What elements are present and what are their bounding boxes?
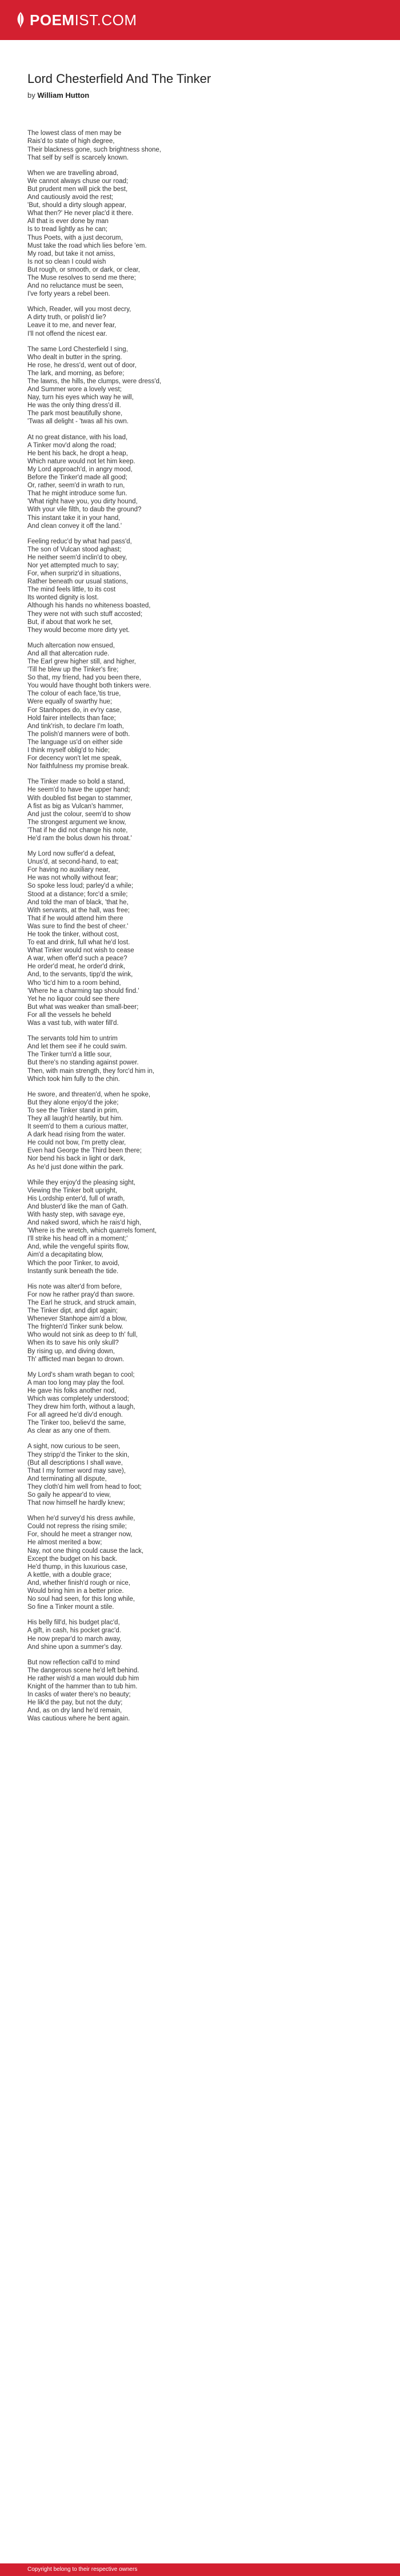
poem-line: But they alone enjoy'd the joke;: [27, 1099, 119, 1106]
poem-line: Nor yet attempted much to say;: [27, 562, 119, 569]
poem-line: At no great distance, with his load,: [27, 434, 128, 441]
poem-line: And, to the servants, tipp'd the wink,: [27, 971, 133, 979]
poem-line: Could not repress the rising smile;: [27, 1523, 127, 1531]
poem-line: Thus Poets, with a just decorum,: [27, 234, 123, 241]
poem-line: They stripp'd the Tinker to the skin,: [27, 1451, 129, 1458]
poem-line: Much altercation now ensued,: [27, 642, 115, 649]
stanza: [27, 1514, 373, 1611]
poem-line: And Summer wore a lovely vest;: [27, 386, 122, 393]
poem-line: Then, with main strength, they forc'd him in,: [27, 1067, 155, 1075]
poem-line: The lowest class of men may be: [27, 130, 122, 137]
stanza: [27, 345, 373, 426]
poem-line: He neither seem'd inclin'd to obey,: [27, 554, 127, 561]
poem-line: Except the budget on his back.: [27, 1555, 118, 1563]
poem-line: The colour of each face,'tis true,: [27, 690, 121, 698]
poem-line: And just the colour, seem'd to show: [27, 810, 131, 818]
poem-line: 'Where is the wretch, which quarrels foment,: [27, 1227, 157, 1235]
poem-line: As he'd just done within the park.: [27, 1163, 124, 1171]
poem-line: They all laugh'd heartily, but him.: [27, 1115, 123, 1122]
poem-line: What Tinker would not wish to cease: [27, 947, 134, 955]
poem-line: My road, but take it not amiss,: [27, 250, 115, 257]
site-logo[interactable]: [16, 12, 137, 28]
poem-line: Whenever Stanhope aim'd a blow,: [27, 1315, 127, 1323]
poem-line: But, if about that work he set,: [27, 618, 113, 626]
stanza: [27, 1091, 373, 1171]
poem-line: For, when surpriz'd in situations,: [27, 570, 121, 578]
poem-line: A fist as big as Vulcan's hammer,: [27, 802, 123, 810]
poem-line: Rais'd to state of high degree,: [27, 138, 115, 145]
poem-line: But there's no standing against power.: [27, 1059, 139, 1067]
stanza: [27, 434, 373, 530]
poem-line: The son of Vulcan stood aghast;: [27, 546, 122, 553]
author-link[interactable]: William Hutton: [37, 91, 90, 100]
poem-line: Was cautious where he bent again.: [27, 1715, 130, 1723]
stanza: [27, 642, 373, 771]
poem-line: Leave it to me, and never fear,: [27, 322, 117, 329]
poem-line: Which, Reader, will you most decry,: [27, 306, 131, 313]
poem-line: For Stanhopes do, in ev'ry case,: [27, 706, 122, 714]
poem-line: The Earl grew higher still, and higher,: [27, 658, 136, 666]
poem-line: 'Where he a charming tap should find.': [27, 987, 139, 995]
poem-body: [27, 129, 373, 1723]
stanza: [27, 538, 373, 634]
poem-line: Is to tread lightly as he can;: [27, 226, 107, 233]
poem-line: But now reflection call'd to mind: [27, 1659, 120, 1666]
poem-line: The lawns, the hills, the clumps, were dress'd,: [27, 378, 162, 385]
by-label: by: [27, 91, 35, 100]
poem-line: And, as on dry land he'd remain,: [27, 1707, 122, 1715]
poem-title: Lord Chesterfield And The Tinker: [27, 71, 211, 86]
poem-line: As clear as any one of them.: [27, 1428, 111, 1435]
quill-pen-icon: [16, 12, 25, 28]
poem-line: The polish'd manners were of both.: [27, 730, 130, 738]
poem-line: He'd ram the bolus down his throat.': [27, 834, 132, 842]
poem-byline: [27, 91, 373, 100]
copyright-text: Copyright belong to their respective owners: [27, 2566, 138, 2573]
poem-line: Which the poor Tinker, to avoid,: [27, 1259, 120, 1267]
poem-line: That I my former word may save),: [27, 1467, 126, 1474]
poem-line: By rising up, and diving down,: [27, 1347, 115, 1355]
poem-line: Rather beneath our usual stations,: [27, 578, 128, 586]
poem-line: Who would not sink as deep to th' full,: [27, 1331, 138, 1339]
poem-line: When we are travelling abroad,: [27, 169, 119, 177]
poem-line: They were not with such stuff accosted;: [27, 610, 143, 618]
poem-line: But rough, or smooth, or dark, or clear,: [27, 266, 140, 273]
poem-line: That if he would attend him there: [27, 915, 123, 922]
poem-line: The Tinker too, believ'd the same,: [27, 1420, 126, 1427]
poem-line: He swore, and threaten'd, when he spoke,: [27, 1091, 151, 1098]
poem-line: But what was weaker than small-beer;: [27, 1003, 139, 1011]
poem-line: Viewing the Tinker bolt upright,: [27, 1187, 118, 1194]
logo-text-light: IST.COM: [74, 11, 137, 29]
poem-line: Stood at a distance; forc'd a smile;: [27, 891, 128, 898]
poem-line: 'Twas all delight - 'twas all his own.: [27, 418, 129, 426]
poem-line: Which nature would not let him keep.: [27, 458, 135, 465]
poem-line: But prudent men will pick the best,: [27, 185, 128, 193]
poem-line: Were equally of swarthy hue;: [27, 698, 113, 706]
stanza: [27, 1659, 373, 1723]
poem-line: His note was alter'd from before,: [27, 1283, 122, 1290]
poem-line: He could not bow, I'm pretty clear,: [27, 1139, 126, 1147]
poem-line: Their blackness gone, such brightness shone,: [27, 146, 161, 153]
poem-line: Is not so clean I could wish: [27, 258, 106, 265]
poem-line: For all agreed he'd div'd enough.: [27, 1412, 123, 1419]
poem-line: And told the man of black, 'that he,: [27, 899, 129, 906]
poem-line: For having no auxiliary near,: [27, 866, 110, 874]
poem-line: The Muse resolves to send me there;: [27, 274, 136, 281]
poem-line: And let them see if he could swim.: [27, 1043, 127, 1051]
poem-line: Nay, not one thing could cause the lack,: [27, 1547, 144, 1555]
poem-line: That now himself he hardly knew;: [27, 1500, 125, 1507]
poem-line: I'll strike his head off in a moment;': [27, 1235, 128, 1243]
poem-line: For decency won't let me speak,: [27, 755, 122, 762]
poem-line: He bent his back, he dropt a heap,: [27, 450, 128, 457]
poem-line: For now he rather pray'd than swore.: [27, 1291, 135, 1298]
poem-line: So fine a Tinker mount a stile.: [27, 1604, 114, 1611]
poem-line: Was a vast tub, with water fill'd.: [27, 1020, 119, 1027]
poem-line: For, should he meet a stranger now,: [27, 1531, 133, 1539]
poem-line: And bluster'd like the man of Gath.: [27, 1203, 129, 1210]
poem-line: (But all descriptions I shall wave,: [27, 1459, 123, 1466]
poem-line: And tink'rish, to declare I'm loath,: [27, 722, 124, 730]
page-footer: [0, 2563, 400, 2576]
poem-line: Which took him fully to the chin.: [27, 1075, 120, 1083]
poem-line: The Tinker turn'd a little sour,: [27, 1051, 112, 1059]
poem-line: No soul had seen, for this long while,: [27, 1596, 135, 1603]
poem-line: The mind feels little, to its cost: [27, 586, 116, 594]
poem-line: He gave his folks another nod,: [27, 1387, 117, 1394]
poem-line: My Lord's sham wrath began to cool;: [27, 1371, 135, 1378]
poem-line: While they enjoy'd the pleasing sight,: [27, 1179, 135, 1186]
poem-line: His Lordship enter'd, full of wrath,: [27, 1195, 125, 1202]
poem-line: Would bring him in a better price.: [27, 1588, 124, 1595]
poem-line: A Tinker mov'd along the road;: [27, 442, 116, 449]
poem-line: This instant take it in your hand,: [27, 514, 121, 522]
poem-line: He was the only thing dress'd ill.: [27, 402, 121, 410]
poem-line: Its wonted dignity is lost.: [27, 594, 99, 602]
poem-line: And naked sword, which he rais'd high,: [27, 1219, 142, 1227]
poem-line: With hasty step, with savage eye,: [27, 1211, 125, 1219]
poem-line: A sight, now curious to be seen,: [27, 1443, 121, 1450]
poem-line: Who 'tic'd him to a room behind,: [27, 979, 121, 987]
stanza: [27, 778, 373, 842]
poem-line: We cannot always chuse our road;: [27, 177, 129, 185]
poem-line: Aim'd a decapitating blow,: [27, 1251, 103, 1259]
poem-line: Th' afflicted man began to drown.: [27, 1355, 125, 1363]
poem-line: To see the Tinker stand in prim,: [27, 1107, 119, 1114]
poem-line: They drew him forth, without a laugh,: [27, 1404, 135, 1411]
poem-line: With servants, at the hall, was free;: [27, 907, 130, 914]
stanza: [27, 305, 373, 337]
poem-line: A dirty truth, or polish'd lie?: [27, 314, 106, 321]
stanza: [27, 1371, 373, 1436]
poem-line: Unus'd, at second-hand, to eat;: [27, 858, 119, 866]
poem-line: My Lord approach'd, in angry mood,: [27, 466, 133, 473]
poem-line: The Tinker made so bold a stand,: [27, 778, 125, 786]
poem-line: Nay, turn his eyes which way he will,: [27, 394, 134, 401]
poem-line: Yet he no liquor could see there: [27, 995, 120, 1003]
poem-line: He seem'd to have the upper hand;: [27, 786, 130, 794]
poem-line: A gift, in cash, his pocket grac'd.: [27, 1627, 121, 1635]
poem-line: Instantly sunk beneath the tide.: [27, 1267, 119, 1275]
poem-line: The Tinker dipt, and dipt again;: [27, 1307, 118, 1315]
poem-line: He now prepar'd to march away,: [27, 1635, 122, 1643]
logo-text-strong: POEM: [30, 11, 75, 29]
poem-line: Hold fairer intellects than face;: [27, 714, 116, 722]
poem-line: So spoke less loud; parley'd a while;: [27, 882, 134, 890]
poem-line: He'd thump, in this luxurious case,: [27, 1563, 127, 1571]
poem-line: And terminating all dispute,: [27, 1475, 107, 1482]
poem-line: And clean convey it off the land.': [27, 522, 122, 530]
poem-line: He order'd meat, he order'd drink,: [27, 963, 126, 971]
poem-line: Even had George the Third been there;: [27, 1147, 142, 1155]
poem-line: The strongest argument we know,: [27, 818, 126, 826]
poem-line: He rose, he dress'd, went out of door,: [27, 361, 137, 369]
site-header: [0, 0, 400, 40]
poem-line: A man too long may play the fool.: [27, 1379, 125, 1386]
poem-line: The servants told him to untrim: [27, 1035, 118, 1043]
poem-line: Knight of the hammer than to tub him.: [27, 1683, 138, 1690]
poem-line: For all the vessels he beheld: [27, 1011, 111, 1019]
poem-line: The park most beautifully shone,: [27, 410, 123, 418]
poem-line: The same Lord Chesterfield I sing,: [27, 345, 128, 353]
poem-line: A kettle, with a double grace;: [27, 1571, 112, 1579]
stanza: [27, 1035, 373, 1083]
poem-line: The language us'd on either side: [27, 738, 123, 746]
poem-line: A dark head rising from the water.: [27, 1131, 126, 1139]
stanza: [27, 1283, 373, 1363]
poem-line: He was not wholly without fear;: [27, 874, 118, 882]
poem-line: To eat and drink, full what he'd lost.: [27, 939, 130, 947]
poem-line: Feeling reduc'd by what had pass'd,: [27, 538, 132, 545]
poem-line: Was sure to find the best of cheer.': [27, 923, 129, 930]
poem-line: 'What right have you, you dirty hound,: [27, 498, 138, 506]
poem-content: [0, 40, 400, 1723]
poem-line: So that, my friend, had you been there,: [27, 674, 141, 682]
poem-line: Which was completely understood;: [27, 1395, 129, 1402]
poem-line: I think myself oblig'd to hide;: [27, 747, 110, 754]
poem-line: 'That if he did not change his note,: [27, 826, 128, 834]
poem-line: He rather wish'd a man would dub him: [27, 1675, 139, 1682]
poem-line: Who dealt in butter in the spring.: [27, 353, 122, 361]
poem-line: And no reluctance must be seen,: [27, 283, 124, 290]
poem-line: Although his hands no whiteness boasted,: [27, 602, 151, 610]
stanza: [27, 1619, 373, 1651]
stanza: [27, 1442, 373, 1507]
poem-line: With your vile filth, to daub the ground?: [27, 506, 142, 514]
poem-line: Must take the road which lies before 'em.: [27, 242, 147, 249]
poem-line: The Earl he struck, and struck amain,: [27, 1299, 137, 1306]
poem-line: So gaily he appear'd to view,: [27, 1492, 111, 1499]
poem-line: 'But, should a dirty slough appear,: [27, 202, 126, 209]
poem-line: The frighten'd Tinker sunk below.: [27, 1323, 123, 1331]
poem-line: Nor bend his back in light or dark,: [27, 1155, 126, 1163]
stanza: [27, 1179, 373, 1275]
stanza: [27, 850, 373, 1027]
poem-line: He took the tinker, without cost,: [27, 931, 119, 939]
poem-line: Nor faithfulness my promise break.: [27, 763, 129, 770]
poem-line: My Lord now suffer'd a defeat,: [27, 850, 116, 858]
poem-line: In casks of water there's no beauty;: [27, 1691, 131, 1699]
poem-line: It seem'd to them a curious matter,: [27, 1123, 129, 1131]
poem-line: 'Till he blew up the Tinker's fire;: [27, 666, 119, 674]
poem-line: He almost merited a bow;: [27, 1539, 102, 1547]
poem-line: And all that altercation rude.: [27, 650, 110, 657]
poem-line: That self by self is scarcely known.: [27, 154, 129, 161]
poem-line: The lark, and morning, as before;: [27, 369, 125, 377]
poem-line: That he might introduce some fun.: [27, 490, 127, 498]
poem-line: Or, rather, seem'd in wrath to run,: [27, 482, 125, 490]
poem-line: When its to save his only skull?: [27, 1339, 119, 1347]
poem-line: All that is ever done by man: [27, 218, 109, 225]
poem-line: And, whether finish'd rough or nice,: [27, 1579, 130, 1587]
poem-line: And, while the vengeful spirits flow,: [27, 1243, 130, 1251]
poem-line: Before the Tinker'd made all good;: [27, 474, 127, 482]
poem-line: They would become more dirty yet.: [27, 626, 130, 634]
poem-line: What then?' He never plac'd it there.: [27, 210, 134, 217]
poem-line: They cloth'd him well from head to foot;: [27, 1483, 142, 1490]
stanza: [27, 129, 373, 161]
poem-line: The dangerous scene he'd left behind.: [27, 1667, 139, 1674]
poem-line: A war, when offer'd such a peace?: [27, 955, 127, 963]
poem-line: He lik'd the pay, but not the duty;: [27, 1699, 123, 1707]
poem-line: You would have thought both tinkers were.: [27, 682, 151, 690]
stanza: [27, 169, 373, 299]
poem-line: His belly fill'd, his budget plac'd,: [27, 1619, 120, 1627]
poem-line: And cautiously avoid the rest;: [27, 194, 114, 201]
poem-line: With doubled fist began to stammer,: [27, 794, 133, 802]
poem-line: I'll not offend the nicest ear.: [27, 330, 107, 337]
poem-line: And shine upon a summer's day.: [27, 1643, 123, 1651]
logo-wordmark: [30, 13, 137, 27]
poem-line: I've forty years a rebel been.: [27, 291, 110, 298]
poem-line: When he'd survey'd his dress awhile,: [27, 1515, 135, 1522]
